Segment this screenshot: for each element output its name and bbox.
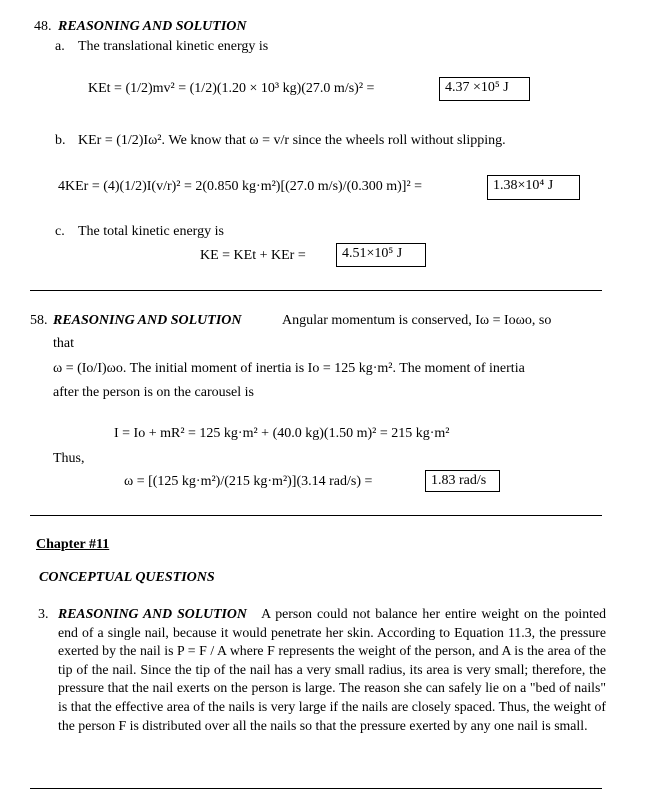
problem-58-line1: Angular momentum is conserved, Iω = Ioωo, so bbox=[282, 313, 552, 328]
problem-58-heading: REASONING AND SOLUTION bbox=[53, 313, 242, 328]
part-c-text: The total kinetic energy is bbox=[78, 224, 224, 239]
answer-ket-box: 4.37 ×10⁵ J bbox=[439, 77, 530, 101]
answer-omega-box: 1.83 rad/s bbox=[425, 470, 500, 492]
problem-58-line3: ω = (Io/I)ωo. The initial moment of inertia is Io = 125 kg·m². The moment of inertia bbox=[53, 361, 525, 376]
question-3-text: A person could not balance her entire weight on the pointed end of a single nail, because it would penetrate her skin. According to Equation 11.3, the pressure exerted by the nail is P = F / A where F represents the weight of the person, and A is the area of the tip of the nail. Since the tip of the nail has a very small radius, its area is very small; therefore, the pressure that the nail exerts on the person is large. The reason she can safely lie on a "bed of nails" is that the effective area of the nails is very large if the nails are closely spaced. Thus, the weight of the person F is distributed over all the nails so that the pressure exerted by any one nail is small. bbox=[58, 606, 606, 733]
equation-ke: KE = KEt + KEr = bbox=[200, 248, 306, 263]
part-a-text: The translational kinetic energy is bbox=[78, 39, 269, 54]
problem-58-line4: after the person is on the carousel is bbox=[53, 385, 254, 400]
question-3-heading: REASONING AND SOLUTION bbox=[58, 606, 247, 621]
question-3-body bbox=[58, 605, 606, 735]
answer-ker-box: 1.38×10⁴ J bbox=[487, 175, 580, 200]
section-title: CONCEPTUAL QUESTIONS bbox=[39, 570, 215, 585]
part-a-label: a. bbox=[55, 39, 65, 54]
part-b-text: KEr = (1/2)Iω². We know that ω = v/r since the wheels roll without slipping. bbox=[78, 133, 506, 148]
problem-58-number: 58. bbox=[30, 313, 48, 328]
equation-omega: ω = [(125 kg·m²)/(215 kg·m²)](3.14 rad/s) = bbox=[124, 474, 373, 489]
thus-label: Thus, bbox=[53, 451, 85, 466]
equation-ket: KEt = (1/2)mv² = (1/2)(1.20 × 10³ kg)(27.0 m/s)² = bbox=[88, 81, 375, 96]
divider-3 bbox=[30, 788, 602, 789]
problem-48-heading: REASONING AND SOLUTION bbox=[58, 19, 247, 34]
problem-48-number: 48. bbox=[34, 19, 52, 34]
part-c-label: c. bbox=[55, 224, 65, 239]
divider-1 bbox=[30, 290, 602, 291]
chapter-title: Chapter #11 bbox=[36, 537, 110, 552]
problem-58-line2: that bbox=[53, 336, 74, 351]
part-b-label: b. bbox=[55, 133, 66, 148]
answer-ke-box: 4.51×10⁵ J bbox=[336, 243, 426, 267]
equation-ker: 4KEr = (4)(1/2)I(v/r)² = 2(0.850 kg·m²)[(27.0 m/s)/(0.300 m)]² = bbox=[58, 179, 423, 194]
question-3-number: 3. bbox=[38, 607, 49, 622]
equation-inertia: I = Io + mR² = 125 kg·m² + (40.0 kg)(1.50 m)² = 215 kg·m² bbox=[114, 426, 450, 441]
divider-2 bbox=[30, 515, 602, 516]
